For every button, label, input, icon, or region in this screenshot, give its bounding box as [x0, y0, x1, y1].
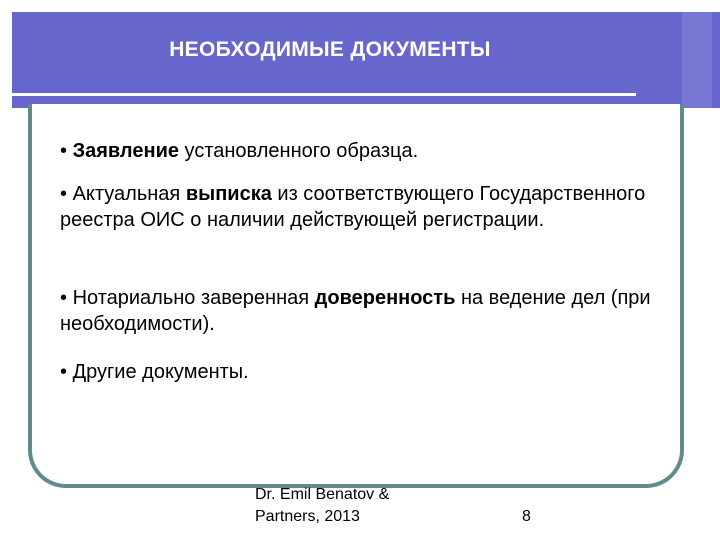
bullet-text: на ведение дел (при необходимости). [60, 287, 651, 335]
bullet-item-application [60, 138, 660, 164]
bullet-item-other-documents [60, 359, 660, 385]
bullet-marker: • [60, 140, 68, 162]
bullet-text: из соответствующего Государственного реестра ОИС о наличии действующей регистрации. [60, 183, 646, 231]
bullet-bold-text: Заявление [72, 140, 179, 162]
bullet-marker: • [60, 361, 68, 383]
bullet-bold-text: выписка [185, 183, 272, 205]
footer-credit-line: Dr. Emil Benatov & [255, 486, 390, 503]
footer-credit [255, 484, 425, 528]
slide-title: НЕОБХОДИМЫЕ ДОКУМЕНТЫ [169, 38, 491, 61]
bullet-text: Нотариально заверенная [67, 287, 315, 309]
bullet-item-extract [60, 181, 660, 233]
header-band-right-edge [682, 12, 712, 108]
bullet-text: установленного образца. [179, 140, 419, 162]
footer-credit-line: Partners, 2013 [255, 508, 360, 525]
bullet-text: Актуальная [67, 183, 186, 205]
bullet-marker: • [60, 183, 68, 205]
bullet-marker: • [60, 287, 68, 309]
page-number: 8 [522, 508, 531, 525]
bullet-item-power-of-attorney [60, 285, 660, 337]
bullet-bold-text: доверенность [314, 287, 456, 309]
bullet-text: Другие документы. [67, 361, 249, 383]
title-underline [0, 93, 636, 96]
